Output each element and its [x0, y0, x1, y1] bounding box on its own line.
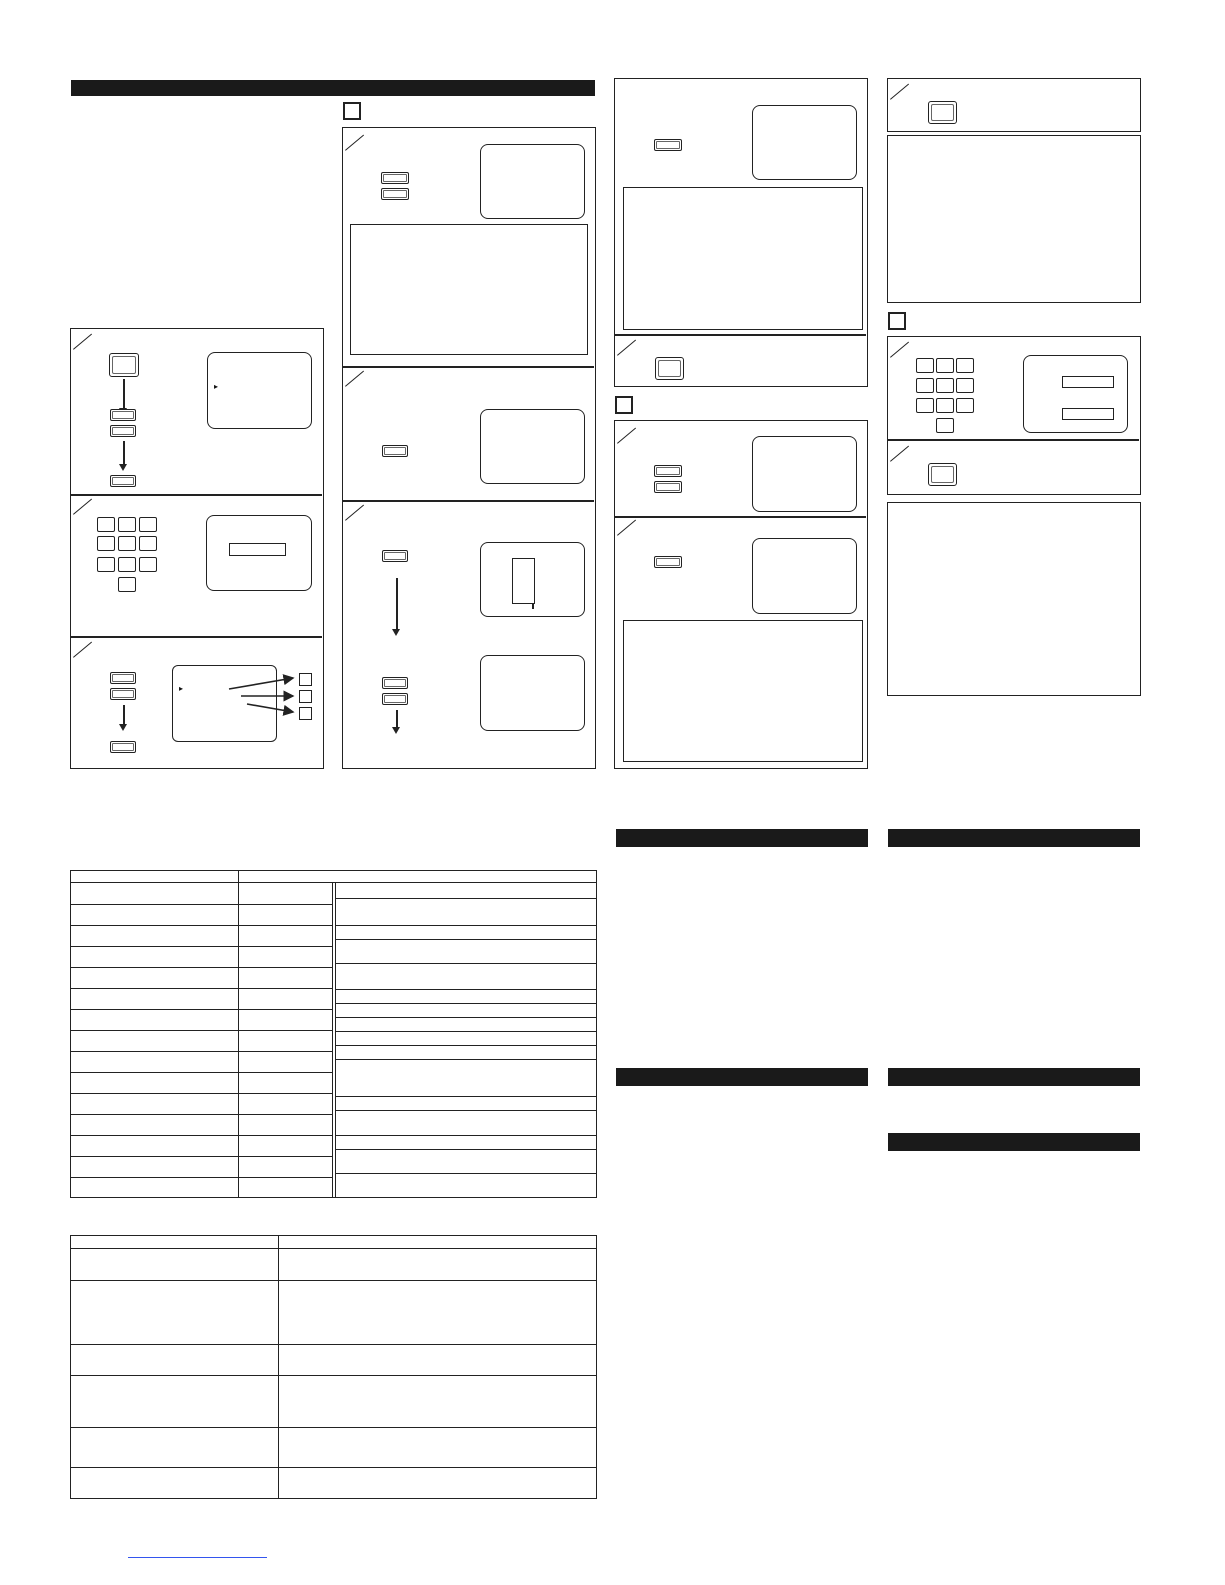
keypad-key-9[interactable]	[956, 398, 974, 413]
keypad-key-9[interactable]	[139, 557, 157, 572]
keypad-key-5[interactable]	[936, 378, 954, 393]
up-button[interactable]	[382, 677, 408, 689]
down-arrow	[123, 441, 125, 465]
input-field-display	[229, 543, 286, 556]
corner-mark	[73, 642, 92, 658]
footer-link[interactable]	[128, 1557, 267, 1558]
table-column-divider	[238, 871, 239, 1197]
enter-button[interactable]	[382, 445, 408, 457]
section-header-bar	[888, 829, 1140, 847]
down-arrow	[396, 578, 398, 630]
tv-screen	[480, 144, 585, 219]
tv-screen	[752, 105, 857, 180]
enter-button[interactable]	[654, 556, 682, 568]
table-row	[336, 1059, 597, 1060]
corner-mark	[345, 371, 364, 387]
spec-table-1	[70, 870, 597, 1198]
step-panel-right-bottom	[614, 420, 868, 769]
table-row	[71, 1135, 333, 1136]
table-row	[336, 1003, 597, 1004]
indicator-tick	[532, 604, 534, 609]
callout-box-3	[299, 707, 312, 720]
table-row	[71, 1009, 333, 1010]
tv-screen	[480, 655, 585, 731]
menu-button[interactable]	[109, 353, 139, 377]
enter-button[interactable]	[654, 139, 682, 151]
step-panel-left	[70, 328, 324, 769]
corner-mark	[345, 505, 364, 521]
table-row	[71, 904, 333, 905]
table-row	[71, 1156, 333, 1157]
keypad-key-3[interactable]	[956, 358, 974, 373]
table-row	[71, 1344, 596, 1345]
tv-screen	[207, 352, 312, 429]
callout-arrows	[221, 669, 301, 719]
keypad-key-5[interactable]	[118, 536, 136, 551]
corner-mark	[345, 135, 364, 151]
keypad-key-4[interactable]	[916, 378, 934, 393]
callout-box-2	[299, 690, 312, 703]
vertical-indicator	[512, 558, 535, 604]
table-header-line	[71, 882, 596, 883]
keypad-key-2[interactable]	[118, 517, 136, 532]
table-row	[336, 1045, 597, 1046]
table-row	[71, 1177, 333, 1178]
table-row	[71, 1072, 333, 1073]
up-button[interactable]	[110, 409, 136, 421]
section-header-bar	[888, 1068, 1140, 1086]
corner-mark	[617, 428, 636, 444]
keypad-key-3[interactable]	[139, 517, 157, 532]
table-row	[336, 989, 597, 990]
section-header-bar	[616, 1068, 868, 1086]
table-row	[71, 946, 333, 947]
table-row	[336, 898, 597, 899]
keypad-key-7[interactable]	[916, 398, 934, 413]
spec-table-2	[70, 1235, 597, 1499]
keypad-key-0[interactable]	[118, 577, 136, 592]
section-header-bar	[888, 1133, 1140, 1151]
corner-mark	[890, 446, 909, 462]
keypad-key-2[interactable]	[936, 358, 954, 373]
down-arrow	[123, 705, 125, 725]
note-box	[887, 135, 1141, 303]
step-panel-right-top	[614, 78, 868, 387]
table-column-divider	[278, 1236, 279, 1498]
tv-screen	[206, 515, 312, 591]
step-divider	[615, 516, 866, 518]
corner-mark	[73, 499, 92, 515]
exit-button[interactable]	[928, 463, 957, 486]
table-header-line	[71, 1248, 596, 1249]
table-row	[71, 1280, 596, 1281]
keypad-key-7[interactable]	[97, 557, 115, 572]
enter-button[interactable]	[110, 475, 136, 487]
table-row	[336, 1149, 597, 1150]
corner-mark	[890, 342, 909, 358]
table-row	[336, 1173, 597, 1174]
exit-button[interactable]	[655, 357, 684, 380]
down-button[interactable]	[110, 425, 136, 437]
menu-cursor: ▸	[214, 382, 219, 391]
table-row	[71, 1427, 596, 1428]
corner-mark	[617, 340, 636, 356]
tv-screen	[752, 436, 857, 512]
note-box	[887, 502, 1141, 696]
keypad-key-4[interactable]	[97, 536, 115, 551]
input-field-display	[1062, 376, 1114, 388]
step-number-box	[615, 396, 633, 414]
corner-mark	[890, 84, 909, 100]
down-arrow	[396, 710, 398, 728]
note-box	[623, 187, 863, 330]
callout-box-1	[299, 673, 312, 686]
step-divider	[888, 439, 1139, 441]
up-button[interactable]	[381, 172, 409, 184]
table-row	[336, 963, 597, 964]
step-panel-middle	[342, 127, 596, 769]
down-button[interactable]	[110, 688, 136, 700]
corner-mark	[617, 520, 636, 536]
section-header-bar	[71, 80, 595, 96]
note-box	[350, 224, 588, 355]
keypad-key-8[interactable]	[936, 398, 954, 413]
table-row	[71, 1375, 596, 1376]
step-divider	[343, 500, 594, 502]
table-row	[71, 1030, 333, 1031]
up-button[interactable]	[110, 672, 136, 684]
table-row	[71, 988, 333, 989]
down-button[interactable]	[654, 481, 682, 493]
keypad-key-0[interactable]	[936, 418, 954, 433]
step-divider	[71, 494, 322, 496]
tv-screen	[480, 409, 585, 484]
note-box	[623, 620, 863, 762]
table-row	[336, 1110, 597, 1111]
table-row	[336, 925, 597, 926]
keypad-key-6[interactable]	[956, 378, 974, 393]
table-row	[71, 1093, 333, 1094]
enter-button[interactable]	[110, 741, 136, 753]
tv-screen	[752, 538, 857, 614]
table-row	[336, 939, 597, 940]
keypad-key-8[interactable]	[118, 557, 136, 572]
down-button[interactable]	[381, 188, 409, 200]
tv-screen	[480, 542, 585, 617]
menu-cursor: ▸	[179, 684, 184, 693]
table-row	[71, 1114, 333, 1115]
step-divider	[71, 636, 322, 638]
keypad-key-1[interactable]	[916, 358, 934, 373]
corner-mark	[73, 334, 92, 350]
step-divider	[343, 366, 594, 368]
section-header-bar	[616, 829, 868, 847]
step-panel-far-right	[887, 336, 1141, 495]
table-row	[71, 925, 333, 926]
step-divider	[615, 334, 866, 336]
tv-screen	[1023, 355, 1128, 433]
table-row	[71, 1467, 596, 1468]
table-row	[336, 1031, 597, 1032]
up-button[interactable]	[654, 465, 682, 477]
exit-button[interactable]	[928, 101, 957, 124]
input-field-display	[1062, 408, 1114, 420]
down-arrow	[123, 379, 125, 409]
step-number-box	[343, 102, 361, 120]
enter-button[interactable]	[382, 550, 408, 562]
table-row	[71, 967, 333, 968]
keypad-key-6[interactable]	[139, 536, 157, 551]
keypad-key-1[interactable]	[97, 517, 115, 532]
step-number-box	[888, 312, 906, 330]
table-row	[71, 1051, 333, 1052]
step-panel-far-right-top	[887, 78, 1141, 132]
table-row	[336, 1096, 597, 1097]
table-column-divider	[332, 883, 333, 1197]
table-row	[336, 1017, 597, 1018]
down-button[interactable]	[382, 693, 408, 705]
table-row	[336, 1135, 597, 1136]
